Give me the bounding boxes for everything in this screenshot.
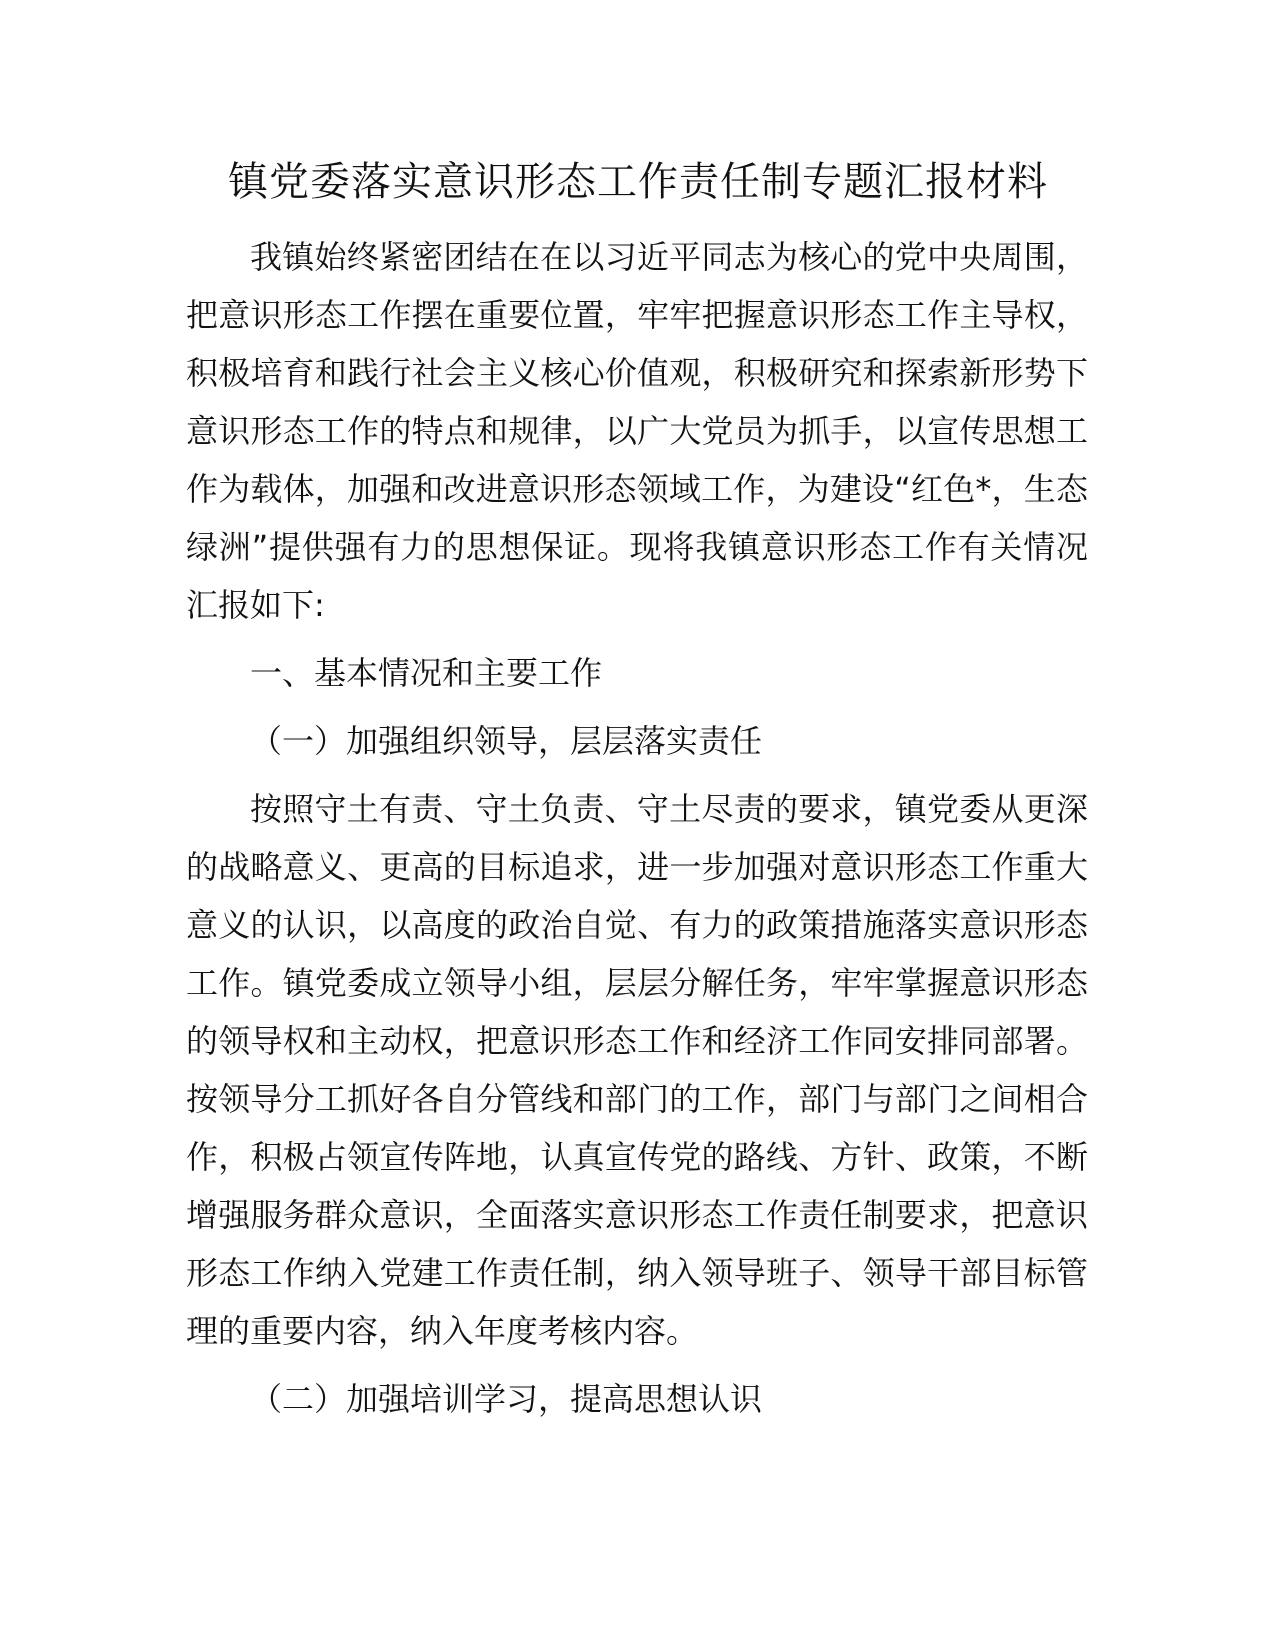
subsection-heading-1: （一）加强组织领导，层层落实责任 [250,722,763,760]
section-heading-1: 一、基本情况和主要工作 [250,654,603,692]
subsection-heading-2: （二）加强培训学习，提高思想认识 [250,1380,763,1418]
document-body [186,150,1088,1428]
subsection-1-paragraph: 按照守土有责、守土负责、守土尽责的要求，镇党委从更深的战略意义、更高的目标追求，进一步加强对意识形态工作重大意义的认识，以高度的政治自觉、有力的政策措施落实意识形态工作。镇党委成立领导小组，层层分解任务，牢牢掌握意识形态的领导权和主动权，把意识形态工作和经济工作同安排同部署。按领导分工抓好各自分管线和部门的工作，部门与部门之间相合作，积极占领宣传阵地，认真宣传党的路线、方针、政策，不断增强服务群众意识，全面落实意识形态工作责任制要求，把意识形态工作纳入党建工作责任制，纳入领导班子、领导干部目标管理的重要内容，纳入年度考核内容。 [186,790,1088,1350]
intro-paragraph: 我镇始终紧密团结在在以习近平同志为核心的党中央周围，把意识形态工作摆在重要位置，牢牢把握意识形态工作主导权，积极培育和践行社会主义核心价值观，积极研究和探索新形势下意识形态工作的特点和规律，以广大党员为抓手，以宣传思想工作为载体，加强和改进意识形态领域工作，为建设“红色*，生态绿洲”提供强有力的思想保证。现将我镇意识形态工作有关情况汇报如下: [186,238,1088,624]
document-title: 镇党委落实意识形态工作责任制专题汇报材料 [228,159,1048,205]
